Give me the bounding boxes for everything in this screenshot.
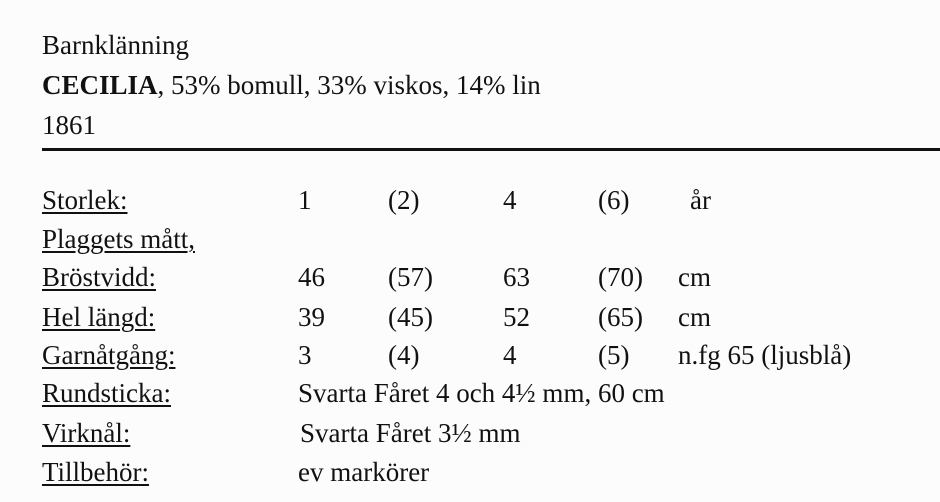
yarn-amount-value-2: (4) xyxy=(388,340,420,370)
pattern-title-line xyxy=(42,65,541,105)
accessories-label: Tillbehör: xyxy=(42,457,150,487)
chest-value-2: (57) xyxy=(388,262,433,292)
size-value-1: 1 xyxy=(298,185,312,215)
chest-value-3: 63 xyxy=(503,262,530,292)
length-value-2: (45) xyxy=(388,302,433,332)
size-unit: år xyxy=(690,185,711,215)
crochet-hook-label: Virknål: xyxy=(42,418,131,448)
yarn-amount-value-1: 3 xyxy=(298,340,312,370)
chest-value-4: (70) xyxy=(598,262,643,292)
size-value-3: 4 xyxy=(503,185,517,215)
yarn-amount-value-3: 4 xyxy=(503,340,517,370)
yarn-amount-label: Garnåtgång: xyxy=(42,340,176,370)
length-value-3: 52 xyxy=(503,302,530,332)
garment-type: Barnklänning xyxy=(42,30,189,60)
yarn-amount-value-4: (5) xyxy=(598,340,630,370)
yarn-color: n.fg 65 (ljusblå) xyxy=(678,340,852,370)
size-label: Storlek: xyxy=(42,185,128,215)
pattern-header xyxy=(42,25,541,145)
accessories-value: ev markörer xyxy=(298,457,430,487)
garment-measurements-label: Plaggets mått, xyxy=(42,224,195,254)
length-label: Hel längd: xyxy=(42,302,156,332)
size-value-4: (6) xyxy=(598,185,630,215)
pattern-name: CECILIA xyxy=(42,70,158,100)
chest-value-1: 46 xyxy=(298,262,325,292)
size-value-2: (2) xyxy=(388,185,420,215)
length-value-4: (65) xyxy=(598,302,643,332)
length-unit: cm xyxy=(678,302,711,332)
chest-unit: cm xyxy=(678,262,711,292)
pattern-number: 1861 xyxy=(42,110,96,140)
length-value-1: 39 xyxy=(298,302,325,332)
crochet-hook-value: Svarta Fåret 3½ mm xyxy=(300,418,521,448)
circular-needle-label: Rundsticka: xyxy=(42,378,171,408)
yarn-composition: , 53% bomull, 33% viskos, 14% lin xyxy=(157,70,541,100)
header-divider xyxy=(42,148,940,151)
circular-needle-value: Svarta Fåret 4 och 4½ mm, 60 cm xyxy=(298,378,665,408)
chest-label: Bröstvidd: xyxy=(42,262,157,292)
